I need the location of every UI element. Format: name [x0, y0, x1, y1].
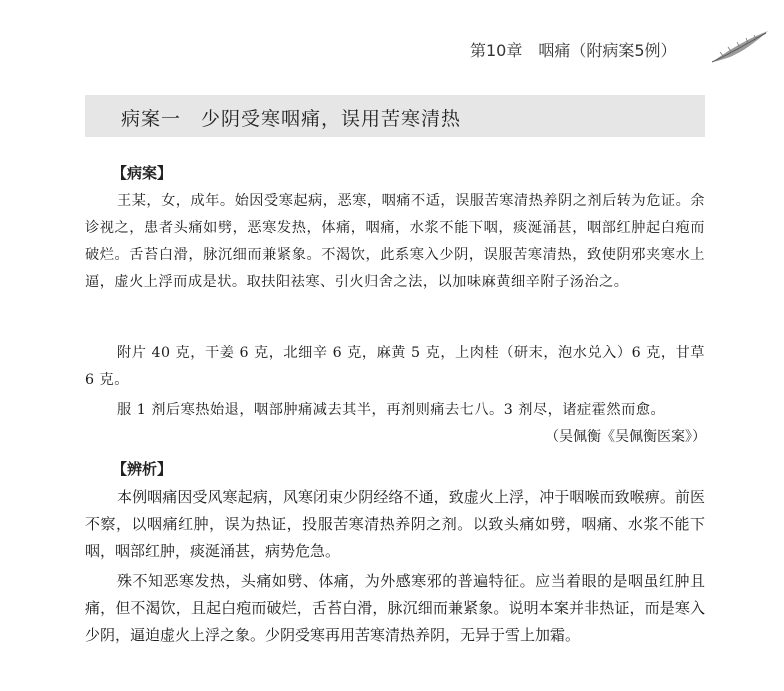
section-analysis-label: 【辨析】	[112, 460, 173, 478]
analysis-paragraph-1: 本例咽痛因受风寒起病，风寒闭束少阴经络不通，致虚火上浮，冲于咽喉而致喉痹。前医不察，以咽痛红肿，误为热证，投服苦寒清热养阴之剂。以致头痛如劈，咽痛、水浆不能下咽，咽部红肿，痰涎涌甚，病势危急。	[85, 488, 705, 560]
case-paragraph-3: 服 1 剂后寒热始退，咽部肿痛减去其半，再剂则痛去七八。3 剂尽，诸症霍然而愈。	[117, 402, 666, 418]
case-title-bar	[85, 95, 705, 137]
case-paragraph-2: 附片 40 克，干姜 6 克，北细辛 6 克，麻黄 5 克，上肉桂（研末，泡水兑入）6 克，甘草 6 克。	[85, 345, 705, 388]
case-title: 病案一 少阴受寒咽痛，误用苦寒清热	[121, 108, 462, 130]
analysis-paragraph-2: 殊不知恶寒发热，头痛如劈、体痛，为外感寒邪的普遍特征。应当着眼的是咽虽红肿且痛，但不渴饮，且起白疱而破烂，舌苔白滑，脉沉细而兼紧象。说明本案并非热证，而是寒入少阴，逼迫虚火上浮之象。少阴受寒再用苦寒清热养阴，无异于雪上加霜。	[85, 572, 705, 644]
source-citation: （吴佩衡《吴佩衡医案》）	[545, 429, 706, 445]
feather-ornament-icon	[710, 28, 770, 66]
running-head: 第10章 咽痛（附病案5例）	[470, 41, 677, 60]
section-case-label: 【病案】	[112, 164, 173, 182]
case-paragraph-1: 王某，女，成年。始因受寒起病，恶寒，咽痛不适，误服苦寒清热养阴之剂后转为危证。余诊视之，患者头痛如劈，恶寒发热，体痛，咽痛，水浆不能下咽，痰涎涌甚，咽部红肿起白疱而破烂。舌苔白滑，脉沉细而兼紧象。不渴饮，此系寒入少阴，误服苦寒清热，致使阴邪夹寒水上逼，虚火上浮而成是状。取扶阳祛寒、引火归舍之法，以加味麻黄细辛附子汤治之。	[85, 193, 705, 290]
